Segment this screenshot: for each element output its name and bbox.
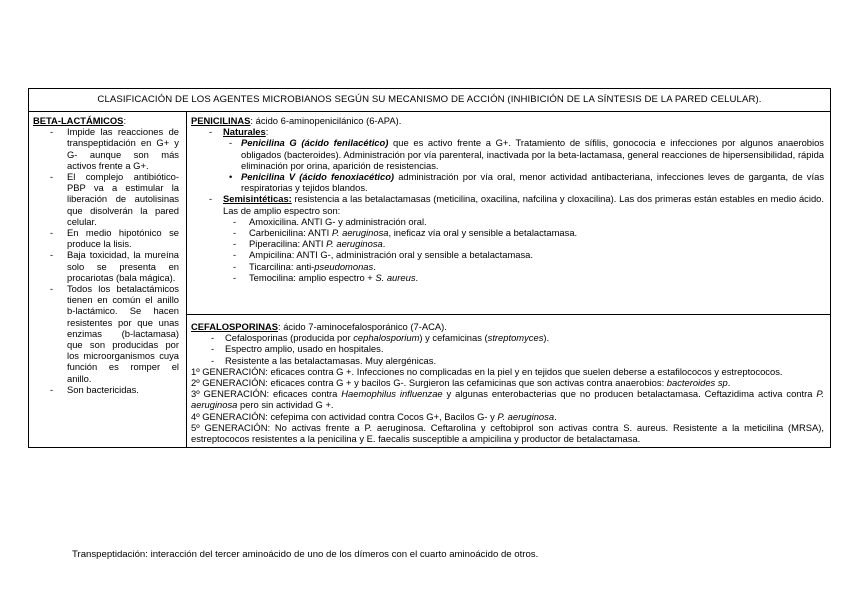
table-title: CLASIFICACIÓN DE LOS AGENTES MICROBIANOS SEGÚN SU MECANISMO DE ACCIÓN (INHIBICIÓN DE LA SÍNTESIS DE LA PARED CELULAR). xyxy=(29,89,830,112)
penicilinas-section xyxy=(187,112,830,315)
list-item: - Resistente a las betalactamasas. Muy alergénicas. xyxy=(191,355,824,366)
generation-3: 3º GENERACIÓN: eficaces contra Haemophilus influenzae y algunas enterobacterias que no producen betalactamasa. Ceftazidima activa contra P. aeruginosa pero sin actividad G +. xyxy=(191,388,824,411)
beta-list xyxy=(33,126,179,395)
footnote: Transpeptidación: interacción del tercer aminoácido de uno de los dímeros con el cuarto aminoácido de otros. xyxy=(72,549,539,560)
list-item: - Amoxicilina. ANTI G- y administración oral. xyxy=(191,216,824,227)
cefalosporinas-heading: CEFALOSPORINAS: ácido 7-aminocefalosporánico (7-ACA). xyxy=(191,321,447,332)
beta-lactam-column xyxy=(29,112,187,447)
detail-column xyxy=(187,112,830,447)
list-item: - Impide las reacciones de transpeptidación en G+ y G- aunque son más activos frente a G+. xyxy=(33,126,179,171)
list-item: - Carbenicilina: ANTI P. aeruginosa, ineficaz vía oral y sensible a betalactamasa. xyxy=(191,227,824,238)
list-item: - El complejo antibiótico-PBP va a estimular la liberación de autolisinas que disolverán la pared celular. xyxy=(33,171,179,227)
table-body xyxy=(29,112,830,447)
list-item: - Temocilina: amplio espectro + S. aureus. xyxy=(191,272,824,283)
cefalosporinas-list xyxy=(191,332,824,366)
generation-4: 4º GENERACIÓN: cefepima con actividad contra Cocos G+, Bacilos G- y P. aeruginosa. xyxy=(191,410,557,422)
list-item: - Baja toxicidad, la mureína solo se presenta en procariotas (bala mágica). xyxy=(33,249,179,283)
naturales-label: - Naturales: xyxy=(191,126,824,137)
amplio-espectro-list xyxy=(191,216,824,283)
penicilinas-heading: PENICILINAS: ácido 6-aminopenicilánico (6-APA). xyxy=(191,115,402,126)
list-item: - Ticarcilina: anti-pseudomonas. xyxy=(191,261,824,272)
list-item: - Penicilina G (ácido fenilacético) que es activo frente a G+. Tratamiento de sífilis, gonococia e infecciones por algunos anaerobios obligados (bacteroides). Administración por vía parenteral, inactivada por la beta-lactamasa, general reacciones de hipersensibilidad, rápida eliminación por orina, aparición de resistencias. xyxy=(191,137,824,171)
list-item: - Espectro amplio, usado en hospitales. xyxy=(191,343,824,354)
list-item: - Son bactericidas. xyxy=(33,384,179,395)
list-item: - Cefalosporinas (producida por cephalosporium) y cefamicinas (streptomyces). xyxy=(191,332,824,343)
cefalosporinas-section xyxy=(187,315,830,447)
list-item: • Penicilina V (ácido fenoxiacético) administración por vía oral, menor actividad antibacteriana, infecciones leves de garganta, de vías respiratorias y tejidos blandos. xyxy=(191,171,824,193)
naturales-group xyxy=(191,126,824,137)
list-item: - En medio hipotónico se produce la lisis. xyxy=(33,227,179,249)
list-item: - Todos los betalactámicos tienen en común el anillo b-lactámico. Se hacen resistentes por que unas enzimas (b-lactamasa) que son producidas por los microorganismos cuya función es romper el anillo. xyxy=(33,283,179,384)
list-item: - Piperacilina: ANTI P. aeruginosa. xyxy=(191,238,824,249)
generation-5: 5º GENERACIÓN: No activas frente a P. aeruginosa. Ceftarolina y ceftobiprol son activas contra S. aureus. Resistente a la meticilina (MRSA), estreptococos resistentes a la penicilina y E. faecalis susceptible a ampicilina y productor de betalactamasa. xyxy=(191,421,824,445)
generation-2: 2º GENERACIÓN: eficaces contra G + y bacilos G-. Surgieron las cefamicinas que son activas contra anaerobios: bacteroides sp. xyxy=(191,377,731,389)
generation-1: 1º GENERACIÓN: eficaces contra G +. Infecciones no complicadas en la piel y en tejidos que suelen deberse a estafilococos y estreptococos. xyxy=(191,365,783,377)
semisinteticas-group xyxy=(191,193,824,215)
list-item: - Semisintéticas: resistencia a las betalactamasas (meticilina, oxacilina, nafcilina y cloxacilina). Las dos primeras están estables en medio ácido. Las de amplio espectro son: xyxy=(191,193,824,215)
beta-heading: BETA-LACTÁMICOS: xyxy=(33,115,127,126)
naturales-list xyxy=(191,137,824,193)
list-item: - Ampicilina: ANTI G-, administración oral y sensible a betalactamasa. xyxy=(191,249,824,260)
classification-table xyxy=(28,88,831,448)
